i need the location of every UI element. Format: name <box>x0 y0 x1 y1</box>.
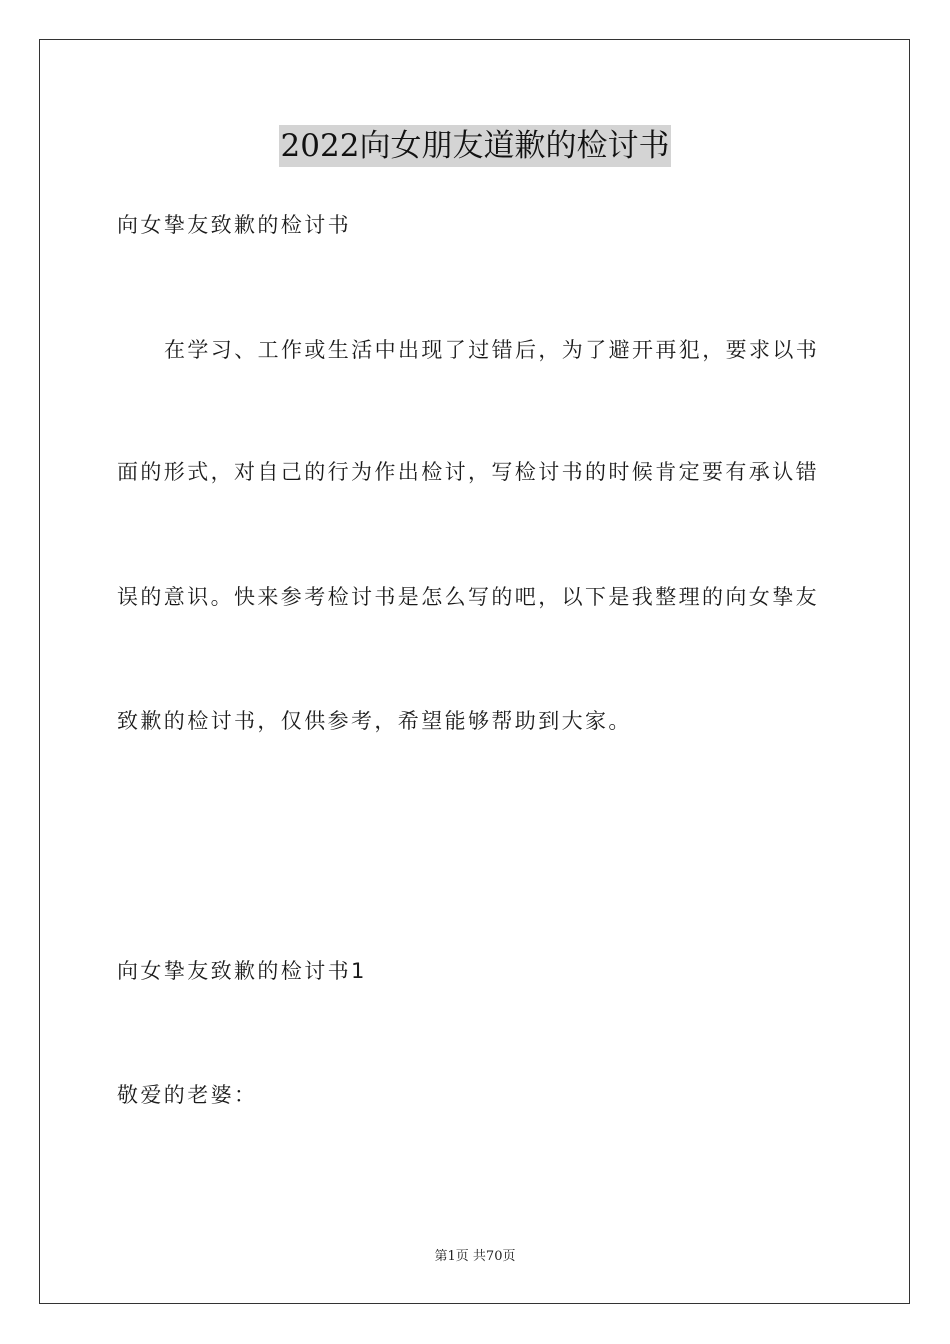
page-number-footer: 第1页 共70页 <box>434 1249 516 1264</box>
salutation: 敬爱的老婆： <box>117 1083 258 1107</box>
section-heading: 向女挚友致歉的检讨书1 <box>117 959 367 983</box>
document-title: 2022向女朋友道歉的检讨书 <box>279 125 672 167</box>
intro-line-3: 误的意识。快来参考检讨书是怎么写的吧，以下是我整理的向女挚友 <box>117 585 819 609</box>
intro-line-4: 致歉的检讨书，仅供参考，希望能够帮助到大家。 <box>117 709 632 733</box>
title-container <box>0 125 950 167</box>
document-subtitle: 向女挚友致歉的检讨书 <box>117 213 351 237</box>
intro-line-2: 面的形式，对自己的行为作出检讨，写检讨书的时候肯定要有承认错 <box>117 460 819 484</box>
intro-line-1: 在学习、工作或生活中出现了过错后，为了避开再犯，要求以书 <box>164 338 820 362</box>
